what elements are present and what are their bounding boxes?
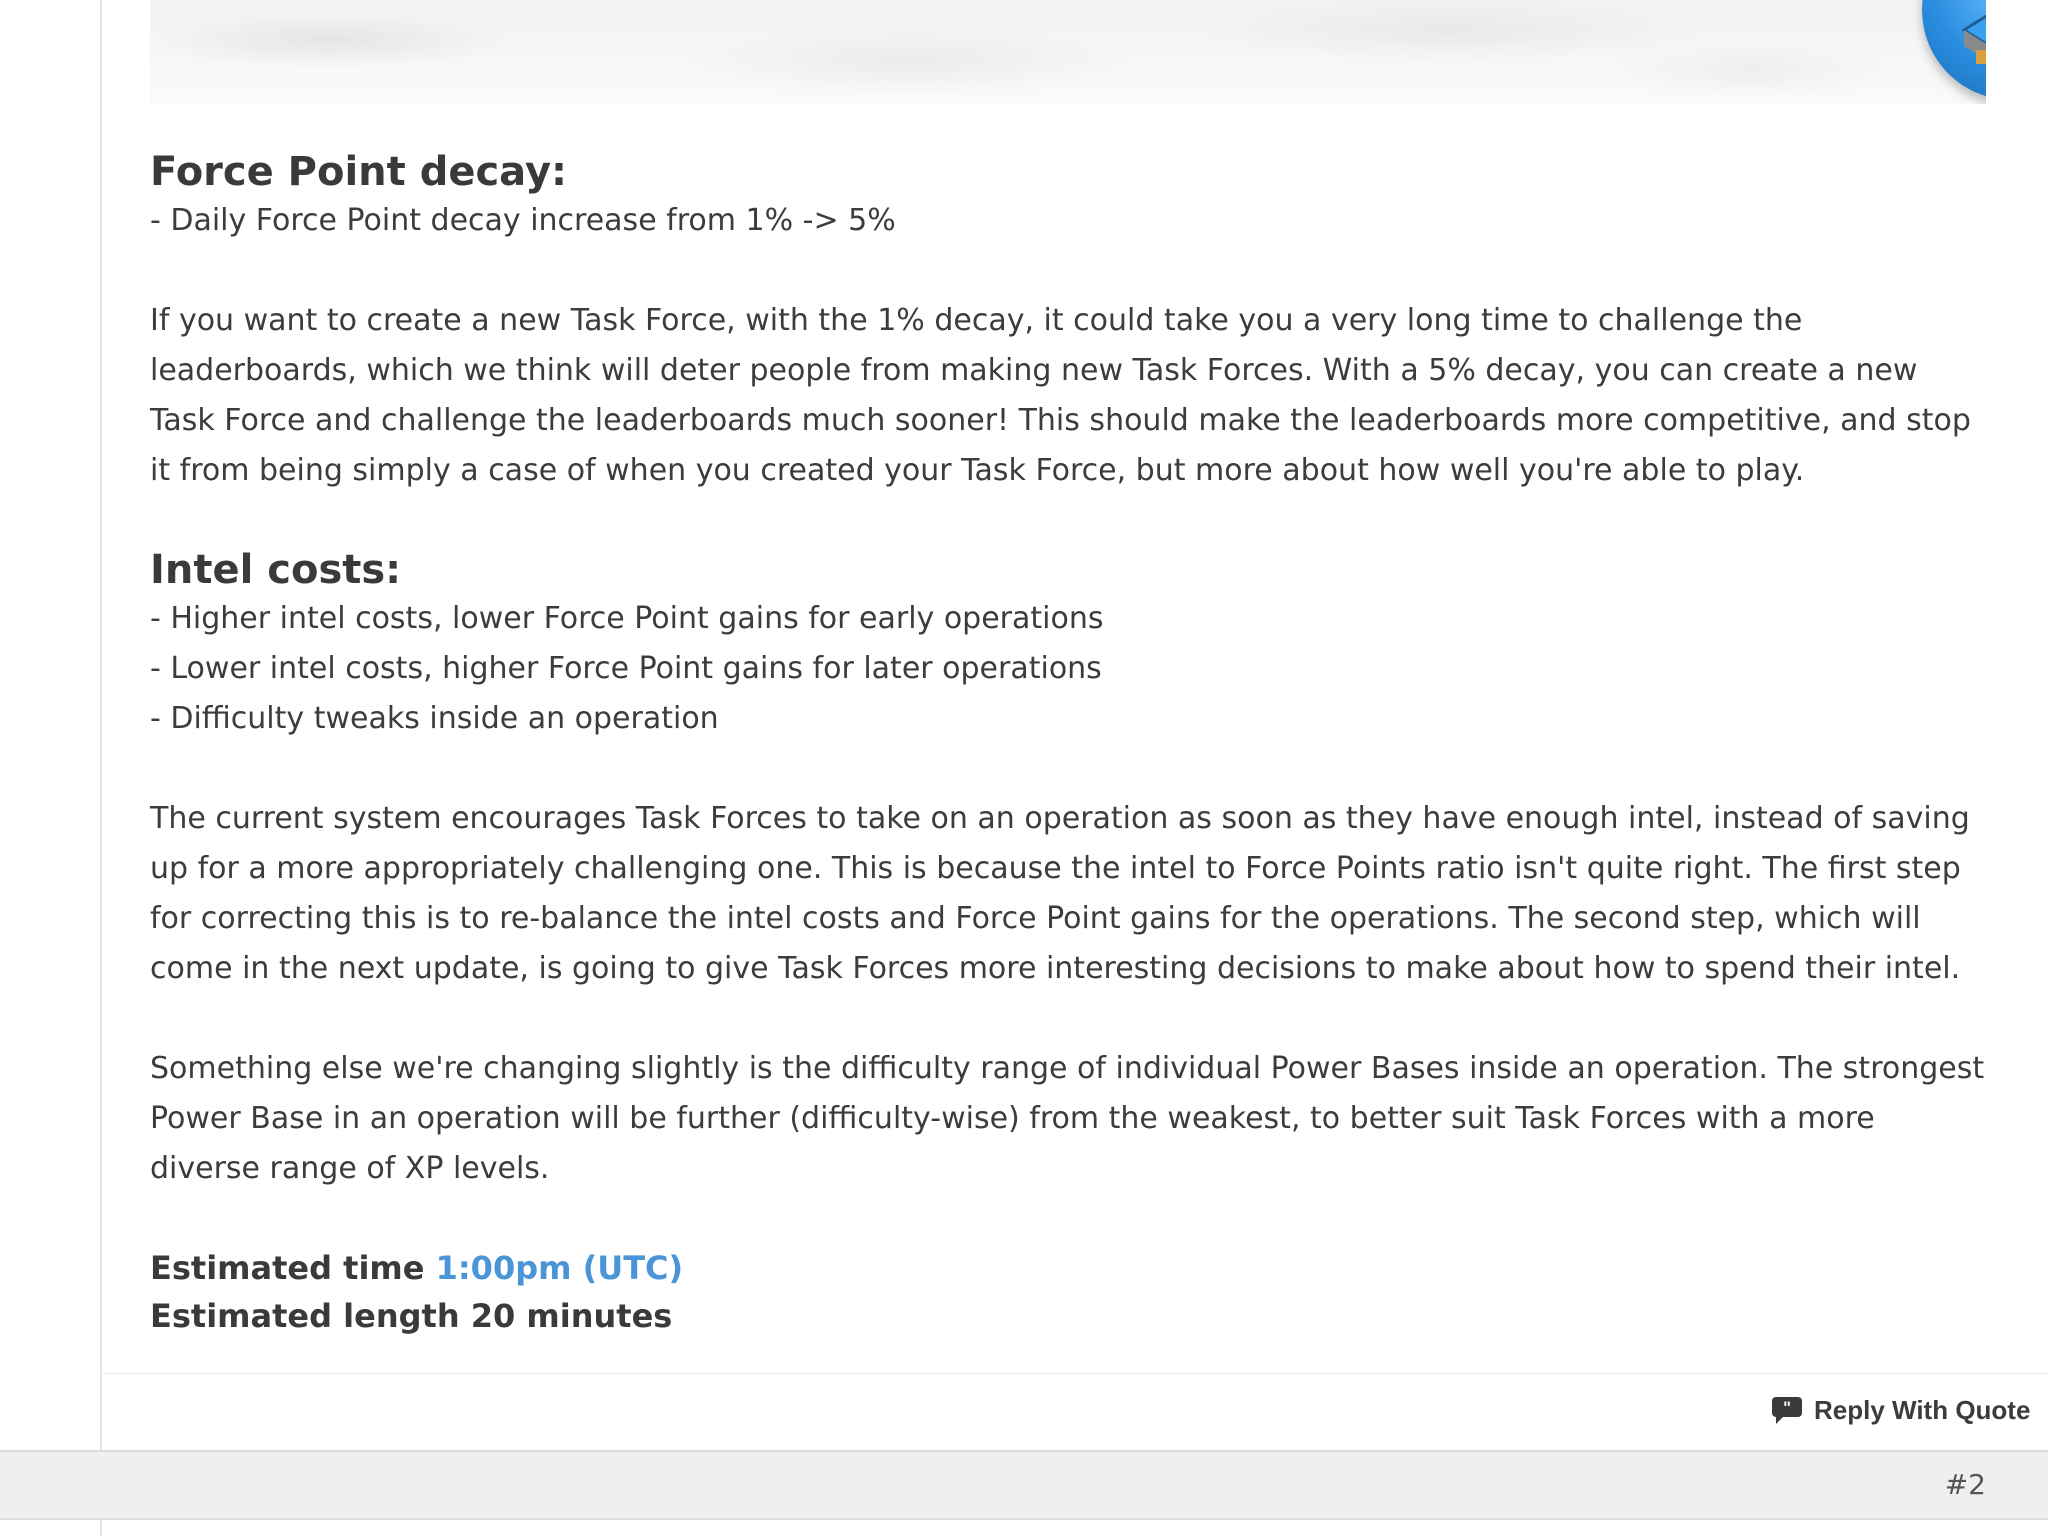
paragraph: Something else we're changing slightly is the difficulty range of individual Power Bases inside an operation. The strongest Power Base in an operation will be further (difficulty-wise) from the weakest, to better suit Task Forces with a more diverse range of XP levels. [150, 1051, 1985, 1186]
post-footer-divider [102, 1373, 2048, 1374]
reply-with-quote-button[interactable] [1770, 1390, 2030, 1430]
bullet-item: - Daily Force Point decay increase from 1% -> 5% [150, 203, 896, 238]
post-body [150, 148, 1990, 1340]
paragraph: The current system encourages Task Forces to take on an operation as soon as they have enough intel, instead of saving up for a more appropriately challenging one. This is because the intel to Force Points ratio isn't quite right. The first step for correcting this is to re-balance the intel costs and Force Point gains for the operations. The second step, which will come in the next update, is going to give Task Forces more interesting decisions to make about how to spend their intel. [150, 801, 1970, 986]
section-title-force-point-decay: Force Point decay: [150, 149, 568, 195]
building-icon [1954, 0, 1986, 76]
post-number-link[interactable]: #2 [1944, 1468, 1986, 1501]
bullet-item: - Difficulty tweaks inside an operation [150, 701, 719, 736]
estimated-time-link[interactable]: 1:00pm (UTC) [435, 1249, 684, 1287]
estimated-time-label: Estimated time [150, 1249, 425, 1287]
paragraph: If you want to create a new Task Force, with the 1% decay, it could take you a very long time to challenge the leaderboards, which we think will deter people from making new Task Forces. With a 5% decay, you can create a new Task Force and challenge the leaderboards much sooner! This should make the leaderboards more competitive, and stop it from being simply a case of when you created your Task Force, but more about how well you're able to play. [150, 303, 1971, 488]
banner-marble-texture [150, 0, 1986, 104]
post-banner-image [150, 0, 1986, 104]
section-title-intel-costs: Intel costs: [150, 547, 402, 593]
svg-text:": " [1782, 1398, 1792, 1417]
quote-bubble-icon [1770, 1394, 1804, 1426]
reply-with-quote-label: Reply With Quote [1814, 1394, 2031, 1425]
bullet-item: - Higher intel costs, lower Force Point gains for early operations [150, 601, 1104, 636]
bullet-item: - Lower intel costs, higher Force Point gains for later operations [150, 651, 1102, 686]
estimated-time [150, 1244, 1990, 1292]
next-post-header [0, 1450, 2048, 1520]
post-left-border [100, 0, 102, 1450]
estimated-length: Estimated length 20 minutes [150, 1297, 673, 1335]
